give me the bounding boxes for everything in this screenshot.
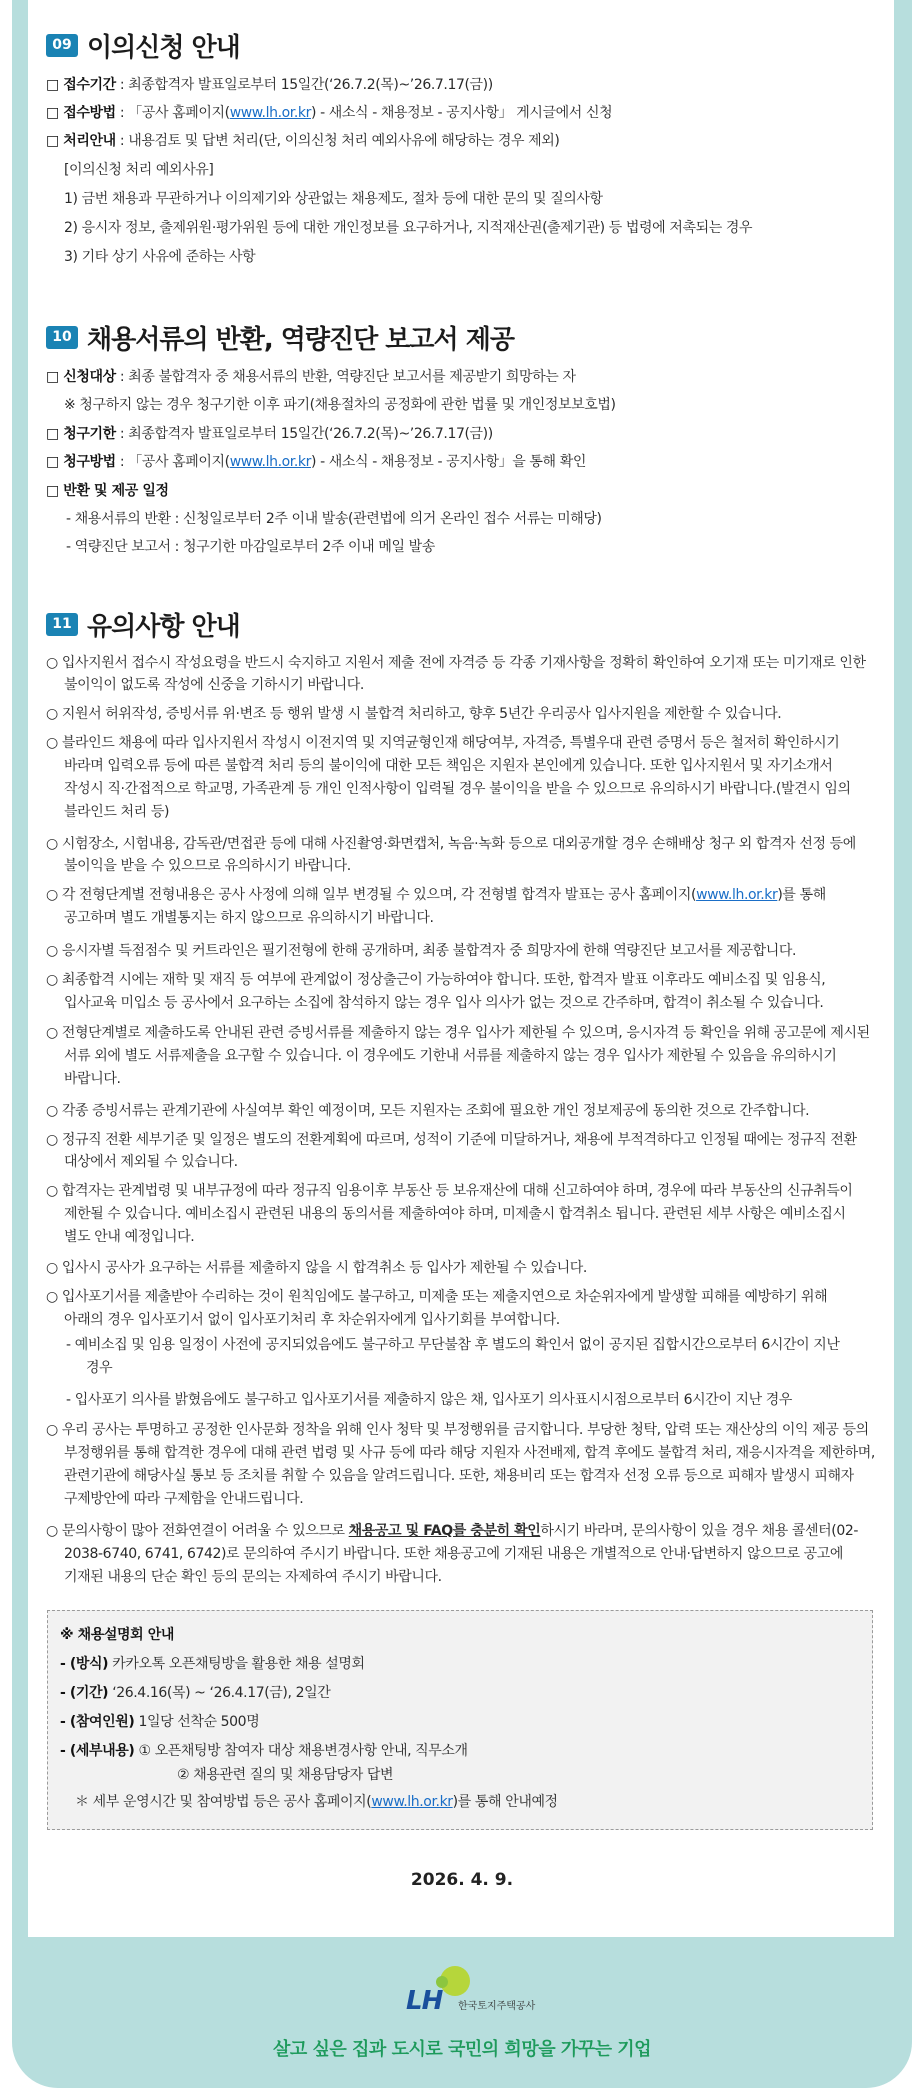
row-label: - (참여인원) — [60, 1714, 135, 1730]
item-label: □ 접수방법 — [46, 105, 116, 121]
notice-item: ○ 블라인드 채용에 따라 입사지원서 작성시 이전지역 및 지역균형인재 해당여부, 자격증, 특별우대 관련 증명서 등은 철저히 확인하시기 — [46, 735, 840, 751]
notice-item: ○ 지원서 허위작성, 증빙서류 위·변조 등 행위 발생 시 불합격 처리하고, 향후 5년간 우리공사 입사지원을 제한할 수 있습니다. — [46, 706, 782, 722]
notice-item: 아래의 경우 입사포기서 없이 입사포기처리 후 차순위자에게 입사기회를 부여합니다. — [64, 1312, 560, 1328]
notice-item: ○ 전형단계별로 제출하도록 안내된 관련 증빙서류를 제출하지 않는 경우 입사가 제한될 수 있으며, 응시자격 등 확인을 위해 공고문에 제시된 — [46, 1025, 870, 1041]
notice-item: ○ 우리 공사는 투명하고 공정한 인사문화 정착을 위해 인사 청탁 및 부정행위를 금지합니다. 부당한 청탁, 압력 또는 재산상의 이익 제공 등의 — [46, 1422, 869, 1438]
section-09-header — [46, 27, 240, 64]
row-label: - (기간) — [60, 1685, 109, 1701]
item-text: ○ 문의사항이 많아 전화연결이 어려울 수 있으므로 — [46, 1523, 349, 1539]
list-item: 2) 응시자 정보, 출제위원·평가위원 등에 대한 개인정보를 요구하거나, 지적재산권(출제기관) 등 법령에 저촉되는 경우 — [64, 220, 753, 236]
item-text: ○ 각 전형단계별 전형내용은 공사 사정에 의해 일부 변경될 수 있으며, 각 전형별 합격자 발표는 공사 홈페이지( — [46, 887, 697, 903]
slogan: 살고 싶은 집과 도시로 국민의 희망을 가꾸는 기업 — [272, 2039, 652, 2060]
notice-item: 대상에서 제외될 수 있습니다. — [64, 1154, 238, 1170]
notice-item: 2038-6740, 6741, 6742)로 문의하여 주시기 바랍니다. 또한 채용공고에 기재된 내용은 개별적으로 안내·답변하지 않으므로 공고에 — [64, 1546, 844, 1562]
box-note — [75, 1791, 558, 1813]
item-text: ) - 새소식 - 채용정보 - 공지사항」 게시글에서 신청 — [310, 105, 613, 121]
list-item — [46, 102, 612, 124]
notice-item: 바랍니다. — [64, 1071, 121, 1087]
list-item — [46, 366, 576, 388]
row-text: )를 통해 안내예정 — [452, 1794, 558, 1810]
item-text: : 최종합격자 발표일로부터 15일간(‘26.7.2(목)~’26.7.17(금)) — [115, 426, 493, 442]
lh-logo — [406, 1966, 556, 2016]
list-item — [46, 130, 559, 152]
notice-item: ○ 입사포기서를 제출받아 수리하는 것이 원칙임에도 불구하고, 미제출 또는 제출지연으로 차순위자에게 발생할 피해를 예방하기 위해 — [46, 1289, 828, 1305]
notice-item: ○ 정규직 전환 세부기준 및 일정은 별도의 전환계획에 따르며, 성적이 기준에 미달하거나, 채용에 부적격하다고 인정될 때에는 정규직 전환 — [46, 1132, 857, 1148]
section-number: 09 — [46, 34, 78, 57]
item-text: : 내용검토 및 답변 처리(단, 이의신청 처리 예외사유에 해당하는 경우 제외) — [115, 133, 560, 149]
notice-item: 불이익이 없도록 작성에 신중을 기하시기 바랍니다. — [64, 677, 364, 693]
notice-item: 부정행위를 통해 합격한 경우에 대해 관련 법령 및 사규 등에 따라 해당 지원자 사전배제, 합격 후에도 불합격 처리, 재응시자격을 제한하며, — [64, 1445, 875, 1461]
notice-item: ○ 응시자별 득점점수 및 커트라인은 필기전형에 한해 공개하며, 최종 불합격자 중 희망자에 한해 역량진단 보고서를 제공합니다. — [46, 943, 796, 959]
section-10-header — [46, 319, 514, 356]
item-label: □ 청구기한 — [46, 426, 116, 442]
notice-item: 작성시 직·간접적으로 학교명, 가족관계 등 개인 인적사항이 입력될 경우 불이익을 받을 수 있으므로 유의하시기 바랍니다.(발견시 임의 — [64, 781, 851, 797]
notice-sub-item: 경우 — [86, 1360, 113, 1376]
box-row — [60, 1682, 330, 1704]
notice-item: 입사교육 미입소 등 공사에서 요구하는 소집에 참석하지 않는 경우 입사 의사가 없는 것으로 간주하며, 합격이 취소될 수 있습니다. — [64, 995, 824, 1011]
row-label: - (방식) — [60, 1656, 109, 1672]
notice-item: 서류 외에 별도 서류제출을 요구할 수 있습니다. 이 경우에도 기한내 서류를 제출하지 않는 경우 입사가 제한될 수 있음을 유의하시기 — [64, 1048, 837, 1064]
list-item — [46, 451, 586, 473]
list-item: 3) 기타 상기 사유에 준하는 사항 — [64, 249, 256, 265]
row-text: ‘26.4.16(목) ~ ‘26.4.17(금), 2일간 — [108, 1685, 331, 1701]
item-text: : 「공사 홈페이지( — [115, 105, 230, 121]
notice-item — [46, 884, 826, 906]
section-title: 이의신청 안내 — [87, 33, 240, 63]
sub-heading: [이의신청 처리 예외사유] — [64, 162, 214, 178]
notice-item: 바라며 입력오류 등에 따른 불합격 처리 등의 불이익에 대한 모든 책임은 지원자 본인에게 있습니다. 또한 입사지원서 및 자기소개서 — [64, 758, 833, 774]
notice-item: 제한될 수 있습니다. 예비소집시 관련된 내용의 동의서를 제출하여야 하며, 미제출시 합격취소 됩니다. 관련된 세부 사항은 예비소집시 — [64, 1206, 846, 1222]
notice-item: ○ 입사시 공사가 요구하는 서류를 제출하지 않을 시 합격취소 등 입사가 제한될 수 있습니다. — [46, 1260, 587, 1276]
row-text: ＊ 세부 운영시간 및 참여방법 등은 공사 홈페이지( — [75, 1794, 372, 1810]
section-title: 유의사항 안내 — [87, 612, 240, 642]
homepage-link[interactable]: www.lh.or.kr — [229, 105, 311, 121]
box-row — [60, 1740, 468, 1762]
item-text: : 최종합격자 발표일로부터 15일간(‘26.7.2(목)~’26.7.17(금)) — [115, 77, 493, 93]
section-11-header — [46, 606, 240, 643]
notice-sub-item: - 예비소집 및 임용 일정이 사전에 공지되었음에도 불구하고 무단불참 후 별도의 확인서 없이 공지된 집합시간으로부터 6시간이 지난 — [66, 1337, 840, 1353]
item-text: : 「공사 홈페이지( — [115, 454, 230, 470]
notice-item: 블라인드 처리 등) — [64, 804, 170, 820]
item-text: : 최종 불합격자 중 채용서류의 반환, 역량진단 보고서를 제공받기 희망하는 자 — [115, 369, 576, 385]
item-label: □ 청구방법 — [46, 454, 116, 470]
box-title: ※ 채용설명회 안내 — [60, 1627, 175, 1643]
row-text: 1일당 선착순 500명 — [134, 1714, 260, 1730]
notice-item: 기재된 내용의 단순 확인 등의 문의는 자제하여 주시기 바랍니다. — [64, 1569, 442, 1585]
section-title: 채용서류의 반환, 역량진단 보고서 제공 — [87, 325, 514, 355]
note: ※ 청구하지 않는 경우 청구기한 이후 파기(채용절차의 공정화에 관한 법률 및 개인정보보호법) — [64, 397, 616, 413]
list-item: - 역량진단 보고서 : 청구기한 마감일로부터 2주 이내 메일 발송 — [66, 539, 435, 555]
notice-sub-item: - 입사포기 의사를 밝혔음에도 불구하고 입사포기서를 제출하지 않은 채, 입사포기 의사표시시점으로부터 6시간이 지난 경우 — [66, 1392, 793, 1408]
row-label: - (세부내용) — [60, 1743, 135, 1759]
emphasis-text: 채용공고 및 FAQ를 충분히 확인 — [348, 1523, 541, 1539]
notice-item — [46, 1520, 858, 1542]
notice-item: 별도 안내 예정입니다. — [64, 1229, 195, 1245]
section-number: 11 — [46, 613, 78, 636]
notice-item: ○ 시험장소, 시험내용, 감독관/면접관 등에 대해 사진촬영·화면캡처, 녹음·녹화 등으로 대외공개할 경우 손해배상 청구 외 합격자 선정 등에 — [46, 836, 856, 852]
item-label: □ 처리안내 — [46, 133, 116, 149]
list-item: 1) 금번 채용과 무관하거나 이의제기와 상관없는 채용제도, 절차 등에 대한 문의 및 질의사항 — [64, 191, 603, 207]
notice-item: 불이익을 받을 수 있으므로 유의하시기 바랍니다. — [64, 858, 351, 874]
briefing-info-box — [47, 1610, 873, 1830]
homepage-link[interactable]: www.lh.or.kr — [371, 1794, 453, 1810]
box-row — [60, 1653, 365, 1675]
notice-item: ○ 입사지원서 접수시 작성요령을 반드시 숙지하고 지원서 제출 전에 자격증 등 각종 기재사항을 정확히 확인하여 오기재 또는 미기재로 인한 — [46, 655, 866, 671]
announcement-date: 2026. 4. 9. — [410, 1870, 514, 1890]
item-label: □ 신청대상 — [46, 369, 116, 385]
notice-item: 구제방안에 따라 구제함을 안내드립니다. — [64, 1491, 304, 1507]
notice-item: 관련기관에 해당사실 통보 등 조치를 취할 수 있음을 알려드립니다. 또한, 채용비리 또는 합격자 선정 오류 등으로 피해자 발생시 피해자 — [64, 1468, 854, 1484]
row-text: 카카오톡 오픈채팅방을 활용한 채용 설명회 — [108, 1656, 365, 1672]
item-text: )를 통해 — [777, 887, 826, 903]
item-text: ) - 새소식 - 채용정보 - 공지사항」을 통해 확인 — [310, 454, 586, 470]
item-text: 하시기 바라며, 문의사항이 있을 경우 채용 콜센터(02- — [540, 1523, 858, 1539]
notice-item: ○ 각종 증빙서류는 관계기관에 사실여부 확인 예정이며, 모든 지원자는 조회에 필요한 개인 정보제공에 동의한 것으로 간주합니다. — [46, 1103, 810, 1119]
list-item — [46, 74, 493, 96]
box-row — [60, 1711, 259, 1733]
notice-item: 공고하며 별도 개별통지는 하지 않으므로 유의하시기 바랍니다. — [64, 910, 434, 926]
box-row: ② 채용관련 질의 및 채용담당자 답변 — [177, 1767, 394, 1783]
list-item — [46, 480, 169, 502]
row-text: ① 오픈채팅방 참여자 대상 채용변경사항 안내, 직무소개 — [134, 1743, 468, 1759]
list-item — [46, 423, 493, 445]
item-label: □ 접수기간 — [46, 77, 116, 93]
homepage-link[interactable]: www.lh.or.kr — [696, 887, 778, 903]
section-number: 10 — [46, 326, 78, 349]
org-name: 한국토지주택공사 — [458, 2001, 536, 2012]
notice-item: ○ 최종합격 시에는 재학 및 재직 등 여부에 관계없이 정상출근이 가능하여야 합니다. 또한, 합격자 발표 이후라도 예비소집 및 임용식, — [46, 972, 826, 988]
notice-item: ○ 합격자는 관계법령 및 내부규정에 따라 정규직 임용이후 부동산 등 보유재산에 대해 신고하여야 하며, 경우에 따라 부동산의 신규취득이 — [46, 1183, 853, 1199]
logo-mark: LH — [406, 1986, 443, 2016]
item-label: □ 반환 및 제공 일정 — [46, 483, 169, 499]
list-item: - 채용서류의 반환 : 신청일로부터 2주 이내 발송(관련법에 의거 온라인 접수 서류는 미해당) — [66, 511, 602, 527]
homepage-link[interactable]: www.lh.or.kr — [229, 454, 311, 470]
